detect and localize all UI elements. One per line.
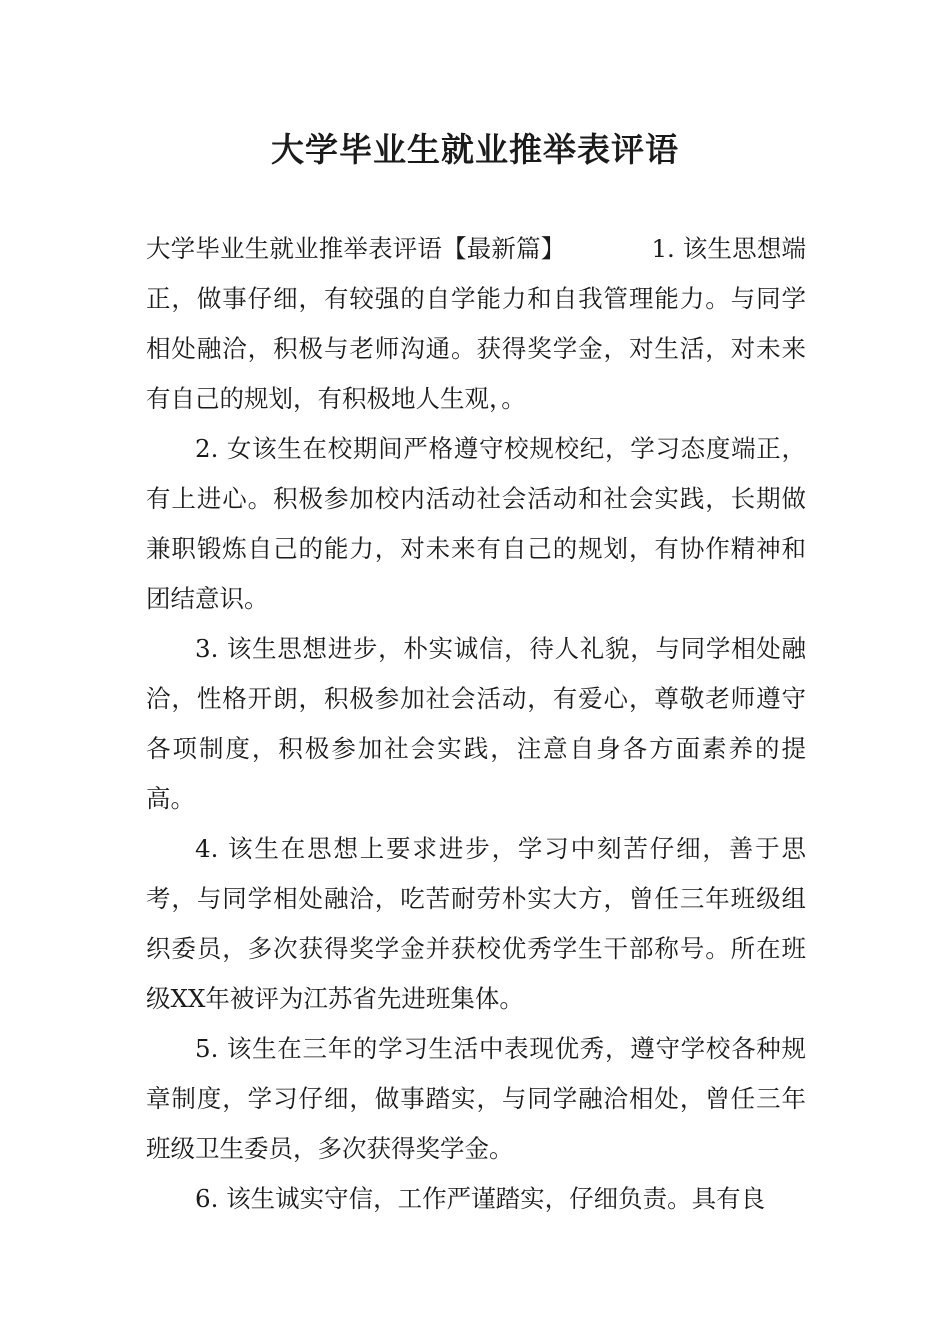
paragraph-2: 2. 女该生在校期间严格遵守校规校纪，学习态度端正，有上进心。积极参加校内活动社会活动和社会实践，长期做兼职锻炼自己的能力，对未来有自己的规划，有协作精神和团结意识。	[146, 434, 806, 613]
paragraph-6: 6. 该生诚实守信，工作严谨踏实，仔细负责。具有良	[195, 1184, 766, 1213]
document-body	[146, 224, 806, 1224]
paragraph-1	[146, 224, 806, 424]
document-title: 大学毕业生就业推举表评语	[271, 130, 679, 169]
intro-heading: 大学毕业生就业推举表评语【最新篇】	[146, 234, 566, 263]
paragraph-1-text: 1. 该生思想端正，做事仔细，有较强的自学能力和自我管理能力。与同学相处融洽，积极与老师沟通。获得奖学金，对生活，对未来有自己的规划，有积极地人生观，。	[146, 234, 807, 413]
paragraph-3: 3. 该生思想进步，朴实诚信，待人礼貌，与同学相处融洽，性格开朗，积极参加社会活动，有爱心，尊敬老师遵守各项制度，积极参加社会实践，注意自身各方面素养的提高。	[146, 634, 806, 813]
paragraph-5: 5. 该生在三年的学习生活中表现优秀，遵守学校各种规章制度，学习仔细，做事踏实，与同学融洽相处，曾任三年班级卫生委员，多次获得奖学金。	[146, 1034, 806, 1163]
paragraph-4: 4. 该生在思想上要求进步，学习中刻苦仔细，善于思考，与同学相处融洽，吃苦耐劳朴实大方，曾任三年班级组织委员，多次获得奖学金并获校优秀学生干部称号。所在班级XX年被评为江苏省先进班集体。	[146, 834, 806, 1013]
